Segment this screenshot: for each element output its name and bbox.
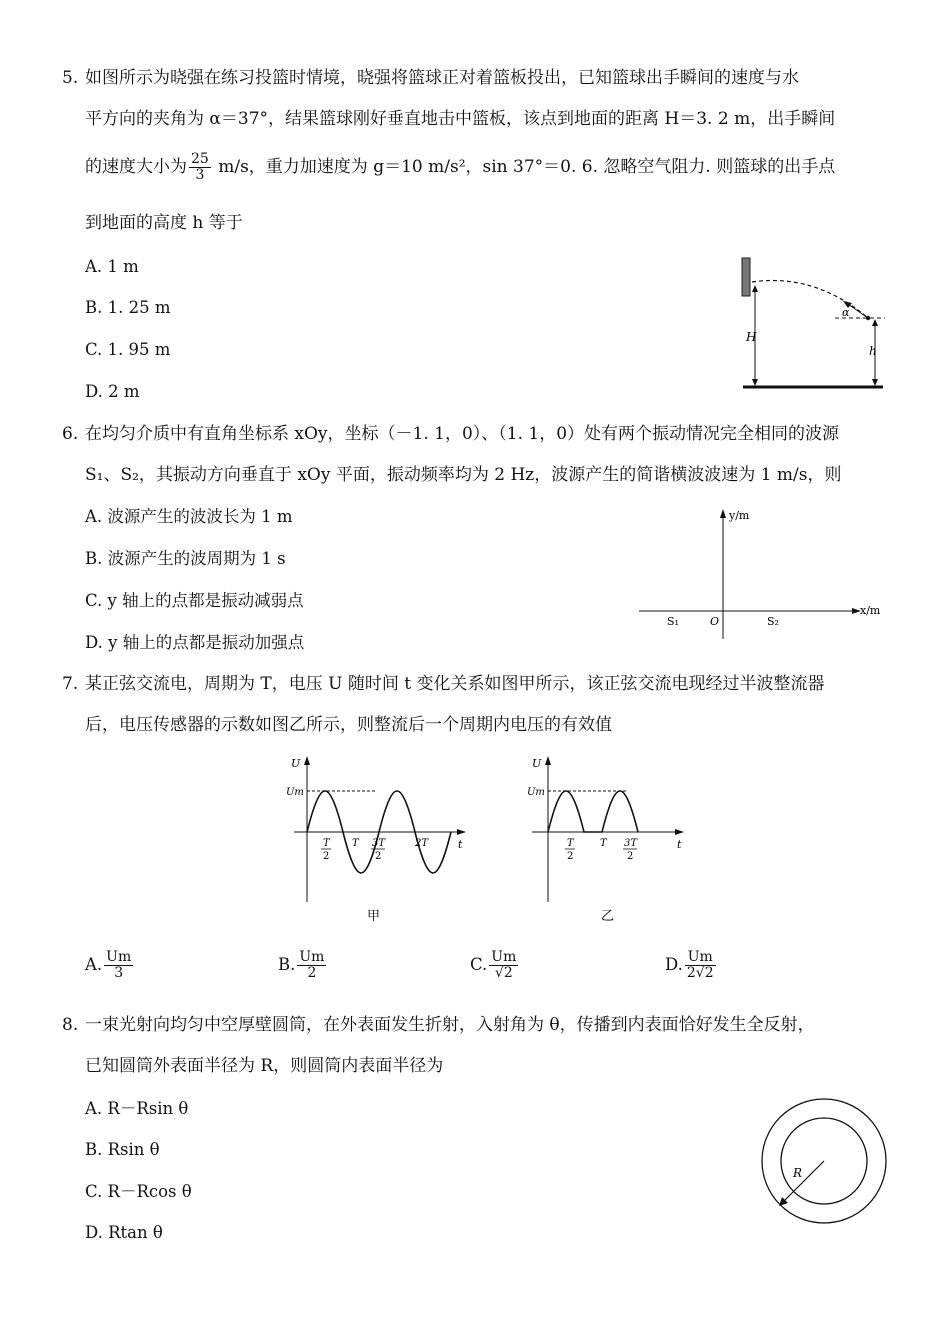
yi-rectified-wave [548, 791, 638, 832]
q7-option-d [665, 950, 718, 981]
jia-um-label: Um [286, 787, 304, 798]
q6-option-d: D. y 轴上的点都是振动加强点 [85, 633, 305, 652]
q5-basketball-figure [735, 255, 890, 395]
q6-option-c: C. y 轴上的点都是振动减弱点 [85, 591, 304, 610]
q7-option-b-fraction [297, 950, 326, 981]
q5-option-d: D. 2 m [85, 382, 140, 401]
q8-number: 8. [62, 1015, 79, 1035]
q7-option-c [470, 950, 520, 981]
jia-tick-T: T [352, 838, 359, 849]
radius-label: R [793, 1166, 803, 1180]
yi-caption: 乙 [601, 909, 615, 924]
jia-tick-3T2-num: 3T [372, 838, 386, 849]
q8-option-a: A. R－Rsin θ [85, 1099, 189, 1118]
q6-coordinate-figure [635, 505, 890, 645]
q5-option-a: A. 1 m [85, 257, 139, 276]
q7-line2: 后，电压传感器的示数如图乙所示，则整流后一个周期内电压的有效值 [85, 715, 612, 735]
jia-tick-2T: 2T [415, 838, 429, 849]
q6-number: 6. [62, 424, 79, 444]
q7-option-c-fraction [489, 950, 518, 981]
q8-cylinder-figure [758, 1095, 890, 1227]
jia-t-axis-arrow [457, 829, 466, 835]
q7-figure-jia [282, 752, 472, 930]
q7-option-b-den: 2 [307, 965, 317, 981]
q7-option-b-label: B. [278, 955, 296, 974]
yi-tick-3T2-den: 2 [627, 851, 634, 862]
q5-line3 [85, 152, 835, 183]
yi-u-axis-arrow [545, 756, 551, 765]
source-s2-label: S₂ [767, 615, 779, 628]
ball-trajectory [752, 281, 868, 319]
q8-line1: 一束光射向均匀中空厚壁圆筒，在外表面发生折射，入射角为 θ，传播到内表面恰好发生全反射， [85, 1015, 815, 1035]
backboard [742, 258, 750, 296]
q6-line2: S₁、S₂，其振动方向垂直于 xOy 平面，振动频率均为 2 Hz，波源产生的简谐横波波速为 1 m/s，则 [85, 465, 842, 485]
x-axis-label: x/m [860, 604, 881, 617]
source-s1-label: S₁ [667, 615, 679, 628]
q7-option-a-den: 3 [114, 965, 124, 981]
jia-caption: 甲 [367, 909, 381, 924]
q5-line3-pre: 的速度大小为 [85, 157, 187, 177]
y-axis-label: y/m [729, 509, 750, 522]
q6-option-a: A. 波源产生的波波长为 1 m [85, 507, 293, 526]
q7-option-b [278, 950, 328, 981]
h-arrow-bottom [872, 379, 878, 386]
q7-option-d-den: 2√2 [686, 965, 714, 981]
q5-number: 5. [62, 68, 79, 88]
jia-t-label: t [458, 838, 463, 851]
q6-line1: 在均匀介质中有直角坐标系 xOy，坐标（－1. 1，0）、（1. 1，0）处有两个振动情况完全相同的波源 [85, 424, 840, 444]
q7-option-c-label: C. [470, 955, 488, 974]
yi-t-label: t [677, 838, 682, 851]
H-arrow-bottom [752, 379, 758, 386]
q8-line2: 已知圆筒外表面半径为 R，则圆筒内表面半径为 [85, 1056, 444, 1076]
h-label: h [869, 344, 877, 358]
q7-option-b-num: Um [299, 949, 325, 965]
jia-tick-T2-num: T [323, 838, 330, 849]
q8-option-b: B. Rsin θ [85, 1140, 160, 1159]
h-arrow-top [872, 319, 878, 326]
q7-number: 7. [62, 674, 79, 694]
q5-line3-post: m/s，重力加速度为 g＝10 m/s²，sin 37°＝0. 6. 忽略空气阻力. 则篮球的出手点 [212, 157, 836, 177]
y-axis-arrow [720, 509, 726, 518]
q5-line2: 平方向的夹角为 α＝37°，结果篮球刚好垂直地击中篮板，该点到地面的距离 H＝3. 2 m，出手瞬间 [85, 109, 836, 129]
yi-tick-T: T [600, 838, 607, 849]
angle-alpha-label: α [842, 306, 850, 319]
q7-option-c-den: √2 [494, 965, 513, 981]
q5-speed-numerator: 25 [191, 151, 209, 167]
q7-option-c-num: Um [491, 949, 517, 965]
q5-option-b: B. 1. 25 m [85, 298, 171, 317]
q5-option-c: C. 1. 95 m [85, 340, 171, 359]
q7-option-d-fraction [685, 950, 716, 981]
origin-label: O [710, 615, 720, 628]
H-label: H [746, 330, 757, 344]
jia-tick-T2-den: 2 [323, 851, 330, 862]
q5-speed-denominator: 3 [195, 167, 205, 183]
jia-u-axis-arrow [304, 756, 310, 765]
q7-option-a [85, 950, 135, 981]
q8-option-c: C. R－Rcos θ [85, 1182, 192, 1201]
yi-t-axis-arrow [675, 829, 684, 835]
q5-speed-fraction [189, 152, 211, 183]
q7-figure-yi [520, 752, 695, 930]
q6-option-b: B. 波源产生的波周期为 1 s [85, 549, 286, 568]
jia-tick-3T2-den: 2 [375, 851, 382, 862]
H-arrow-top [752, 285, 758, 292]
q7-line1: 某正弦交流电，周期为 T，电压 U 随时间 t 变化关系如图甲所示，该正弦交流电现经过半波整流器 [85, 674, 825, 694]
q5-line4: 到地面的高度 h 等于 [85, 213, 243, 233]
q5-line1: 如图所示为晓强在练习投篮时情境，晓强将篮球正对着篮板投出，已知篮球出手瞬间的速度与水 [85, 68, 799, 88]
jia-u-label: U [291, 757, 301, 770]
yi-tick-3T2-num: 3T [624, 838, 638, 849]
yi-tick-T2-num: T [567, 838, 574, 849]
yi-um-label: Um [527, 787, 545, 798]
yi-u-label: U [532, 757, 542, 770]
q7-option-a-fraction [104, 950, 133, 981]
q8-option-d: D. Rtan θ [85, 1223, 163, 1242]
q7-option-d-label: D. [665, 955, 683, 974]
yi-tick-T2-den: 2 [567, 851, 574, 862]
q7-option-d-num: Um [685, 950, 716, 966]
q7-option-a-num: Um [106, 949, 132, 965]
q7-option-a-label: A. [85, 955, 103, 974]
